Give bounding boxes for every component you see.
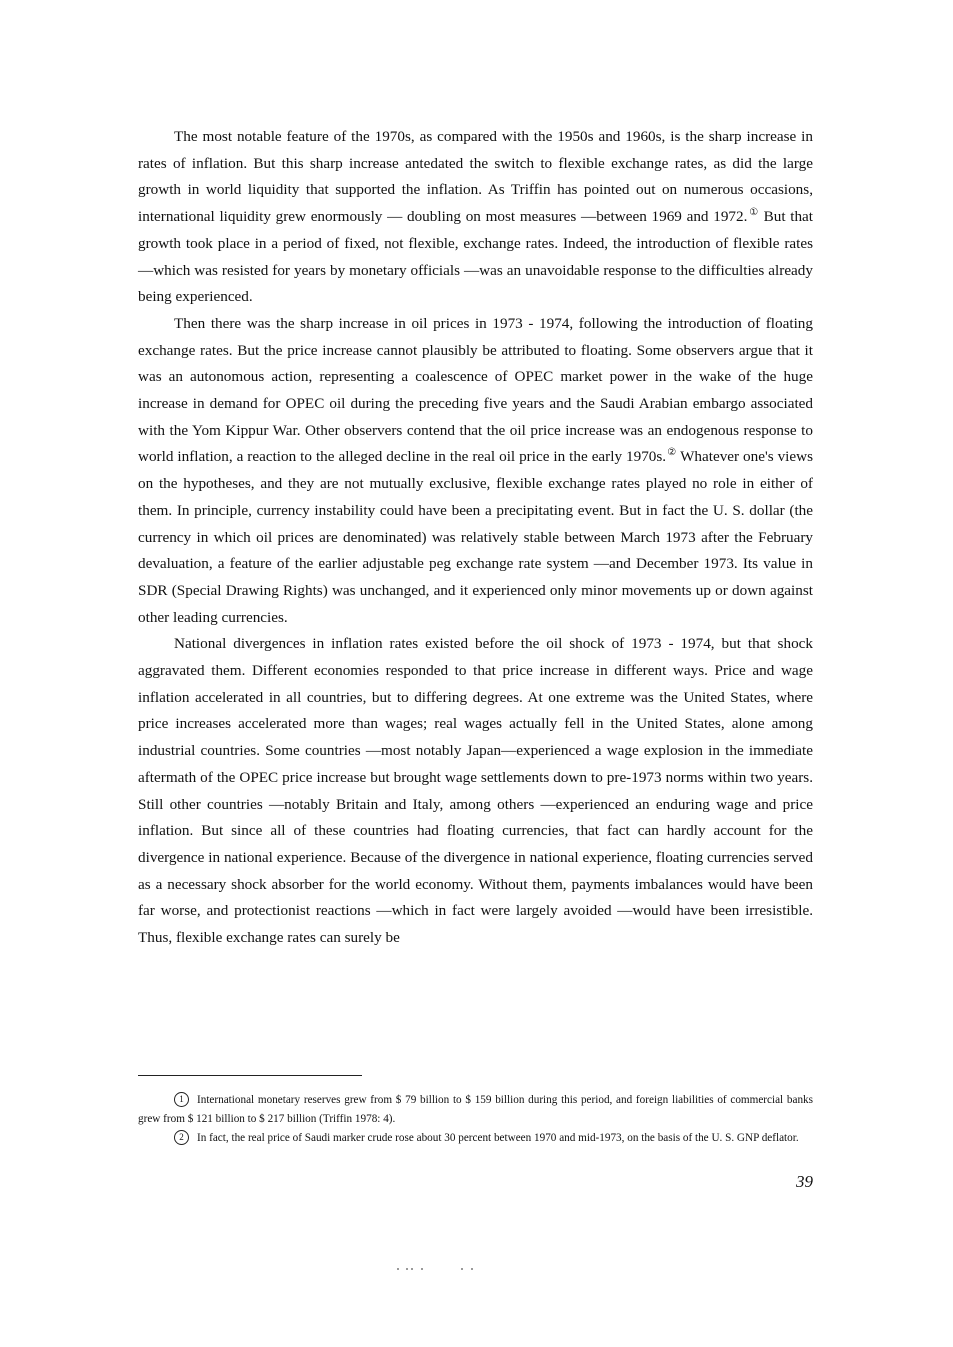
footnote-reference-1: ①	[748, 207, 763, 219]
body-text	[138, 124, 813, 952]
footnote-2	[138, 1129, 813, 1148]
scan-artifact	[397, 1266, 487, 1272]
paragraph-1	[138, 124, 813, 311]
paragraph-3	[138, 631, 813, 951]
paragraph-text: Then there was the sharp increase in oil prices in 1973 - 1974, following the introduction of floating exchange rates. But the price increase cannot plausibly be attributed to floating. Some observers argue that it was an autonomous action, representing a coalescence of OPEC market power in the wake of the huge increase in demand for OPEC oil during the preceding five years and the Saudi Arabian embargo associated with the Yom Kippur War. Other observers contend that the oil price increase was an endogenous response to world inflation, a reaction to the alleged decline in the real oil price in the early 1970s.	[138, 314, 813, 466]
paragraph-text: National divergences in inflation rates existed before the oil shock of 1973 - 1974, but that shock aggravated them. Different economies responded to that price increase in different ways. Price and wage inflation accelerated in all countries, but to differing degrees. At one extreme was the United States, where price increases accelerated more than wages; real wages actually fell in the United States, alone among industrial countries. Some countries —most notably Japan—experienced a wage explosion in the immediate aftermath of the OPEC price increase but brought wage settlements down to pre-1973 norms within two years. Still other countries —notably Britain and Italy, among others —experienced an enduring wage and price inflation. But since all of these countries had floating currencies, that fact can hardly account for the divergence in national experience. Because of the divergence in national experience, floating currencies served as a necessary shock absorber for the world economy. Without them, payments imbalances would have been far worse, and protectionist reactions —which in fact were largely avoided —would have been irresistible. Thus, flexible exchange rates can surely be	[138, 635, 813, 947]
paragraph-text: Whatever one's views on the hypotheses, and they are not mutually exclusive, flexible exchange rates played no role in either of them. In principle, currency instability could have been a precipitating event. But in fact the U. S. dollar (the currency in which oil prices are denominated) was relatively stable between March 1973 after the February devaluation, a feature of the earlier adjustable peg exchange rate system —and December 1973. Its value in SDR (Special Drawing Rights) was unchanged, and it experienced only minor movements up or down against other leading currencies.	[138, 448, 814, 626]
paragraph-text: But that growth took place in a period of fixed, not flexible, exchange rates. Indeed, the introduction of flexible rates —which was resisted for years by monetary officials —was an unavoidable response to the difficulties already being experienced.	[138, 208, 814, 306]
footnote-1	[138, 1091, 813, 1129]
footnote-marker: 1	[174, 1092, 189, 1107]
footnote-text: In fact, the real price of Saudi marker crude rose about 30 percent between 1970 and mid-1973, on the basis of the U. S. GNP deflator.	[197, 1132, 799, 1144]
footnote-reference-2: ②	[667, 447, 680, 459]
paragraph-text: The most notable feature of the 1970s, as compared with the 1950s and 1960s, is the sharp increase in rates of inflation. But this sharp increase antedated the switch to flexible exchange rates, as did the large growth in world liquidity that supported the inflation. As Triffin has pointed out on numerous occasions, international liquidity grew enormously — doubling on most measures —between 1969 and 1972.	[138, 128, 813, 226]
footnote-text: International monetary reserves grew from $ 79 billion to $ 159 billion during this period, and foreign liabilities of commercial banks grew from $ 121 billion to $ 217 billion (Triffin 1978: 4).	[138, 1094, 813, 1125]
footnote-divider	[138, 1075, 362, 1076]
footnotes	[138, 1091, 813, 1148]
footnote-marker: 2	[174, 1130, 189, 1145]
paragraph-2	[138, 311, 813, 631]
page-number: 39	[796, 1172, 813, 1191]
